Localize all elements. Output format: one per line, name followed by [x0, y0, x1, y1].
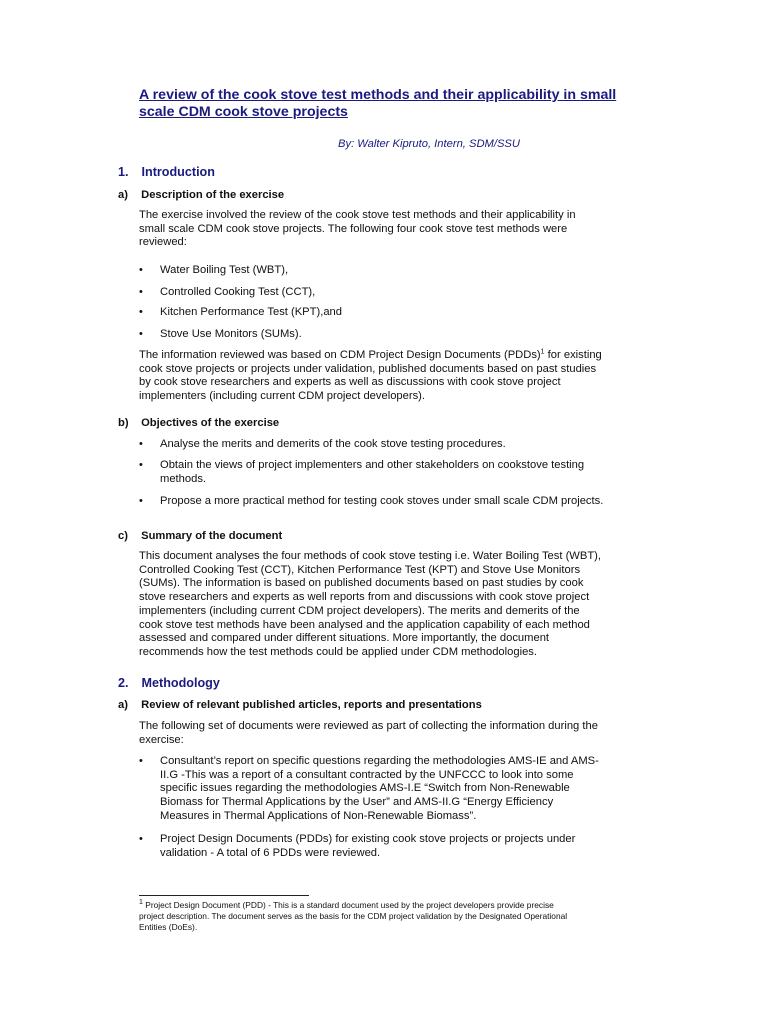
- paragraph-line: cook stove test methods have been analysed and the application capability of each method: [139, 618, 590, 631]
- list-item-line: Consultant’s report on specific questions regarding the methodologies AMS-IE and AMS-: [160, 755, 599, 767]
- footnote-line: project description. The document serves as the basis for the CDM project validation by the Designated Operational: [139, 910, 568, 921]
- list-item-text: Kitchen Performance Test (KPT),and: [160, 306, 342, 318]
- bullet-icon: •: [139, 755, 143, 767]
- section-2-number: 2.: [118, 676, 129, 690]
- footnote-line: Entities (DoEs).: [139, 921, 198, 932]
- bullet-icon: •: [139, 328, 143, 340]
- bullet-icon: •: [139, 286, 143, 298]
- section-1-number: 1.: [118, 165, 129, 179]
- paragraph-text: for existing: [544, 349, 602, 361]
- document-title: [139, 87, 639, 121]
- section-2-heading: [118, 677, 638, 691]
- list-item-text: Controlled Cooking Test (CCT),: [160, 286, 316, 298]
- subsection-1a-title: Description of the exercise: [141, 189, 285, 201]
- paragraph-line: (SUMs). The information is based on published documents based on past studies by cook: [139, 577, 584, 590]
- footnote-divider: [139, 895, 309, 896]
- subsection-1b-heading: [118, 417, 638, 431]
- footnote-text: Project Design Document (PDD) - This is a standard document used by the project developers provide precise: [142, 900, 554, 910]
- paragraph-line: reviewed:: [139, 236, 187, 249]
- list-item-line: II.G -This was a report of a consultant contracted by the UNFCCC to look into some: [160, 768, 574, 781]
- subsection-2a-heading: [118, 699, 638, 713]
- list-item-line: Analyse the merits and demerits of the cook stove testing procedures.: [160, 438, 506, 450]
- footnote: [139, 900, 639, 932]
- section-1-heading: [118, 166, 638, 180]
- footnote-marker: 1: [139, 899, 143, 907]
- paragraph-line: exercise:: [139, 733, 184, 746]
- author-byline: By: Walter Kipruto, Intern, SDM/SSU: [338, 138, 520, 150]
- paragraph-line: stove researchers and experts as well reports from and discussions with cook stove project: [139, 591, 590, 604]
- bullet-icon: •: [139, 264, 143, 276]
- section-2-title: Methodology: [141, 676, 220, 690]
- footnote-ref[interactable]: 1: [540, 348, 545, 356]
- list-item-text: [160, 459, 640, 486]
- paragraph-2a-intro: [139, 720, 639, 747]
- paragraph-line: cook stove projects or projects under validation, published documents based on past studies: [139, 362, 597, 375]
- title-line-1: A review of the cook stove test methods and their applicability in small: [139, 87, 617, 103]
- title-line-2: scale CDM cook stove projects: [139, 104, 348, 120]
- paragraph-line: The following set of documents were reviewed as part of collecting the information during the: [139, 720, 598, 732]
- paragraph-line: This document analyses the four methods of cook stove testing i.e. Water Boiling Test (WBT),: [139, 550, 601, 562]
- list-item-text: [160, 833, 640, 860]
- list-item-line: Biomass for Thermal Applications by the User” and AMS-II.G “Energy Efficiency: [160, 796, 554, 809]
- paragraph-1a-intro: [139, 209, 639, 250]
- paragraph-line: implementers (including current CDM project developers).: [139, 390, 426, 403]
- list-item-text: [160, 495, 640, 509]
- bullet-icon: •: [139, 459, 143, 471]
- subsection-1a-heading: [118, 189, 638, 203]
- list-item-line: Obtain the views of project implementers and other stakeholders on cookstove testing: [160, 459, 585, 471]
- paragraph-text: The information reviewed was based on CDM Project Design Documents (PDDs): [139, 349, 541, 361]
- paragraph-line: assessed and compared under different situations. More importantly, the document: [139, 632, 550, 645]
- list-item-line: methods.: [160, 472, 207, 485]
- subsection-1b-label: b): [118, 417, 129, 429]
- paragraph-line: [139, 349, 639, 363]
- bullet-icon: •: [139, 438, 143, 450]
- list-item-line: validation - A total of 6 PDDs were reviewed.: [160, 846, 381, 859]
- list-item-text: Stove Use Monitors (SUMs).: [160, 328, 302, 340]
- list-item-line: Measures in Thermal Applications of Non-Renewable Biomass”.: [160, 809, 477, 822]
- list-item-line: Project Design Documents (PDDs) for existing cook stove projects or projects under: [160, 833, 576, 845]
- subsection-1b-title: Objectives of the exercise: [141, 417, 280, 429]
- paragraph-line: The exercise involved the review of the cook stove test methods and their applicability in: [139, 209, 576, 221]
- section-1-title: Introduction: [141, 165, 215, 179]
- bullet-icon: •: [139, 495, 143, 507]
- bullet-icon: •: [139, 833, 143, 845]
- list-item-text: [160, 755, 640, 824]
- bullet-icon: •: [139, 306, 143, 318]
- list-item-line: Propose a more practical method for testing cook stoves under small scale CDM projects.: [160, 495, 604, 507]
- list-item-text: [160, 438, 640, 452]
- paragraph-line: recommends how the test methods could be applied under CDM methodologies.: [139, 645, 537, 658]
- paragraph-1c-summary: [139, 550, 639, 660]
- subsection-2a-label: a): [118, 699, 128, 711]
- paragraph-line: Controlled Cooking Test (CCT), Kitchen Performance Test (KPT) and Stove Use Monitors: [139, 563, 581, 576]
- subsection-2a-title: Review of relevant published articles, reports and presentations: [141, 699, 482, 711]
- footnote-line: [139, 900, 639, 911]
- paragraph-line: small scale CDM cook stove projects. The following four cook stove test methods were: [139, 222, 568, 235]
- subsection-1a-label: a): [118, 189, 128, 201]
- subsection-1c-heading: [118, 530, 638, 544]
- list-item-line: specific issues regarding the methodologies AMS-I.E “Switch from Non-Renewable: [160, 782, 570, 795]
- subsection-1c-title: Summary of the document: [141, 530, 283, 542]
- subsection-1c-label: c): [118, 530, 128, 542]
- paragraph-line: by cook stove researchers and experts as well as discussions with cook stove project: [139, 376, 561, 389]
- paragraph-line: implementers (including current CDM project developers). The merits and demerits of the: [139, 604, 580, 617]
- paragraph-1a-sources: [139, 349, 639, 404]
- list-item-text: Water Boiling Test (WBT),: [160, 264, 289, 276]
